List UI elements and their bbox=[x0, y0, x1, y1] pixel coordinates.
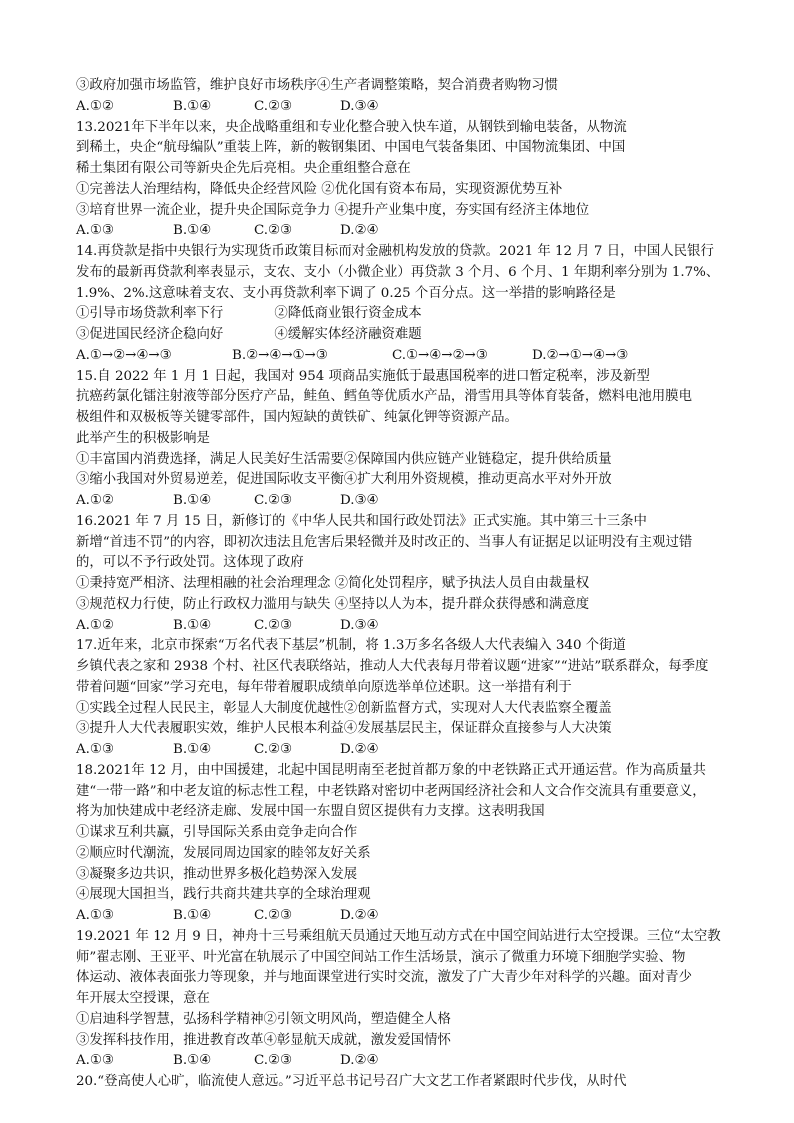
answer-option: D.③④ bbox=[340, 617, 379, 633]
text-line: 20.“登高使人心旷，临流使人意远。”习近平总书记号召广大文艺工作者紧跟时代步伐，从时代 bbox=[76, 1074, 627, 1089]
text-line: 19.2021 年 12 月 9 日，神舟十三号乘组航天员通过天地互动方式在中国空间站进行太空授课。三位“太空教 bbox=[76, 928, 721, 944]
answer-option: C.②③ bbox=[254, 742, 293, 757]
answer-option: C.②③ bbox=[254, 908, 293, 923]
text-line: 16.2021 年 7 月 15 日，新修订的《中华人民共和国行政处罚法》正式实施。其中第三十三条中 bbox=[76, 513, 647, 529]
text-line: ①丰富国内消费选择，满足人民美好生活需要②保障国内供应链产业链稳定，提升供给质量 bbox=[76, 451, 612, 467]
text-line: ③缩小我国对外贸易逆差，促进国际收支平衡④扩大利用外资规模，推动更高水平对外开放 bbox=[76, 472, 612, 488]
text-line: ①秉持宽严相济、法理相融的社会治理理念 ②简化处罚程序，赋予执法人员自由裁量权 bbox=[76, 576, 590, 591]
answer-option: C.②③ bbox=[254, 617, 293, 633]
answer-option: B.①④ bbox=[173, 617, 212, 633]
answer-option: C.②③ bbox=[254, 223, 293, 239]
text-line: 师”翟志刚、王亚平、叶光富在轨展示了中国空间站工作生活场景，演示了微重力环境下细胞学实验、物 bbox=[76, 949, 686, 965]
text-line: 此举产生的积极影响是 bbox=[76, 430, 210, 446]
answer-option: B.①④ bbox=[173, 98, 212, 114]
text-line: ③促进国民经济企稳向好 ④缓解实体经济融资难题 bbox=[76, 327, 422, 342]
answer-option: B.①④ bbox=[173, 223, 212, 239]
answer-option: D.③④ bbox=[340, 98, 379, 114]
answer-option: A.①② bbox=[76, 617, 114, 633]
text-line: ①启迪科学智慧，弘扬科学精神②引领文明风尚，塑造健全人格 bbox=[76, 1011, 451, 1027]
answer-option: B.①④ bbox=[173, 908, 212, 923]
text-line: ②顺应时代潮流，发展同周边国家的睦邻友好关系 bbox=[76, 845, 371, 861]
answer-option: C.①→④→②→③ bbox=[392, 347, 488, 363]
text-line: 13.2021年下半年以来，央企战略重组和专业化整合驶入快车道，从钢铁到输电装备，从物流 bbox=[76, 119, 627, 135]
text-line: 带着问题“回家”学习充电，每年带着履职成绩单向原选举单位述职。这一举措有利于 bbox=[76, 679, 572, 695]
text-line: 1.9%、2%.这意味着支农、支小再贷款利率下调了 0.25 个百分点。这一举措的影响路径是 bbox=[76, 285, 616, 301]
answer-option: A.①③ bbox=[76, 223, 114, 239]
answer-option: A.①③ bbox=[76, 1053, 114, 1069]
text-line: 稀土集团有限公司等新央企先后亮相。央企重组整合意在 bbox=[76, 161, 411, 176]
text-line: 乡镇代表之家和 2938 个村、社区代表联络站，推动人大代表每月带着议题“进家”“进站”联系群众，每季度 bbox=[76, 659, 709, 674]
text-line: 14.再贷款是指中央银行为实现货币政策目标而对金融机构发放的贷款。2021 年 12 月 7 日，中国人民银行 bbox=[76, 244, 714, 259]
text-line: ③凝聚多边共识，推动世界多极化趋势深入发展 bbox=[76, 866, 358, 882]
text-line: ③发挥科技作用，推进教育改革④彰显航天成就，激发爱国情怀 bbox=[76, 1032, 451, 1048]
text-line: 体运动、液体表面张力等现象，并与地面课堂进行实时交流，激发了广大青少年对科学的兴趣。面对青少 bbox=[76, 970, 692, 986]
answer-option: C.②③ bbox=[254, 98, 293, 114]
text-line: ①引导市场贷款利率下行 ②降低商业银行资金成本 bbox=[76, 306, 422, 322]
text-line: 18.2021年 12 月，由中国援建，北起中国昆明南至老挝首都万象的中老铁路正式开通运营。作为高质量共 bbox=[76, 762, 706, 778]
answer-option: B.①④ bbox=[173, 493, 212, 508]
answer-option: D.②④ bbox=[340, 223, 379, 239]
text-line: ③提升人大代表履职实效，维护人民根本利益④发展基层民主，保证群众直接参与人大决策 bbox=[76, 721, 612, 737]
answer-option: D.③④ bbox=[340, 493, 379, 508]
text-line: ③培育世界一流企业，提升央企国际竞争力 ④提升产业集中度，夯实国有经济主体地位 bbox=[76, 202, 590, 218]
text-line: ③政府加强市场监管，维护良好市场秩序④生产者调整策略，契合消费者购物习惯 bbox=[76, 78, 559, 93]
text-line: ①谋求互利共赢，引导国际关系由竞争走向合作 bbox=[76, 825, 358, 840]
answer-option: A.①② bbox=[76, 493, 114, 508]
text-line: ①完善法人治理结构，降低央企经营风险 ②优化国有资本布局，实现资源优势互补 bbox=[76, 181, 563, 197]
answer-option: B.①④ bbox=[173, 742, 212, 757]
text-line: ④展现大国担当，践行共商共建共享的全球治理观 bbox=[76, 887, 371, 903]
text-line: 新增“首违不罚”的内容，即初次违法且危害后果轻微并及时改正的、当事人有证据足以证明没有主观过错 bbox=[76, 534, 693, 550]
answer-option: A.①→②→④→③ bbox=[76, 347, 172, 363]
text-line: ③规范权力行使，防止行政权力滥用与缺失 ④坚持以人为本，提升群众获得感和满意度 bbox=[76, 596, 590, 612]
answer-option: A.①③ bbox=[76, 908, 114, 923]
answer-option: A.①③ bbox=[76, 742, 114, 757]
text-line: 的，可以不予行政处罚。这体现了政府 bbox=[76, 555, 304, 571]
answer-option: B.②→④→①→③ bbox=[232, 347, 328, 363]
answer-option: D.②④ bbox=[340, 1053, 379, 1069]
text-line: 发布的最新再贷款利率表显示，支农、支小（小微企业）再贷款 3 个月、6 个月、1 年期利率分别为 1.7%、 bbox=[76, 264, 720, 280]
text-line: 极组件和双极板等关键零部件，国内短缺的黄铁矿、纯氯化钾等资源产品。 bbox=[76, 410, 518, 425]
text-line: 抗癌药氯化镭注射液等部分医疗产品，鲑鱼、鳕鱼等优质水产品，滑雪用具等体育装备，燃料电池用膜电 bbox=[76, 389, 692, 405]
answer-option: D.②④ bbox=[340, 742, 379, 757]
text-line: 建“一带一路”和中老友谊的标志性工程，中老铁路对密切中老两国经济社会和人文合作交流具有重要意义， bbox=[76, 783, 706, 799]
answer-option: C.②③ bbox=[254, 493, 293, 508]
answer-option: C.②③ bbox=[254, 1053, 293, 1069]
text-line: ①实践全过程人民民主，彰显人大制度优越性②创新监督方式，实现对人大代表监察全覆盖 bbox=[76, 700, 612, 716]
text-line: 17.近年来，北京市探索“万名代表下基层”机制，将 1.3万多名各级人大代表编入 340 个街道 bbox=[76, 638, 626, 654]
answer-option: A.①② bbox=[76, 98, 114, 114]
answer-option: B.①④ bbox=[173, 1053, 212, 1069]
text-line: 15.自 2022 年 1 月 1 日起，我国对 954 项商品实施低于最惠国税率的进口暂定税率，涉及新型 bbox=[76, 368, 650, 384]
answer-option: D.②→①→④→③ bbox=[532, 347, 629, 363]
text-line: 到稀土，央企“航母编队”重装上阵，新的鞍钢集团、中国电气装备集团、中国物流集团、中国 bbox=[76, 140, 626, 156]
text-line: 将为加快建成中老经济走廊、发展中国一东盟自贸区提供有力支撑。这表明我国 bbox=[76, 804, 545, 820]
answer-option: D.②④ bbox=[340, 908, 379, 923]
text-line: 年开展太空授课，意在 bbox=[76, 991, 210, 1006]
